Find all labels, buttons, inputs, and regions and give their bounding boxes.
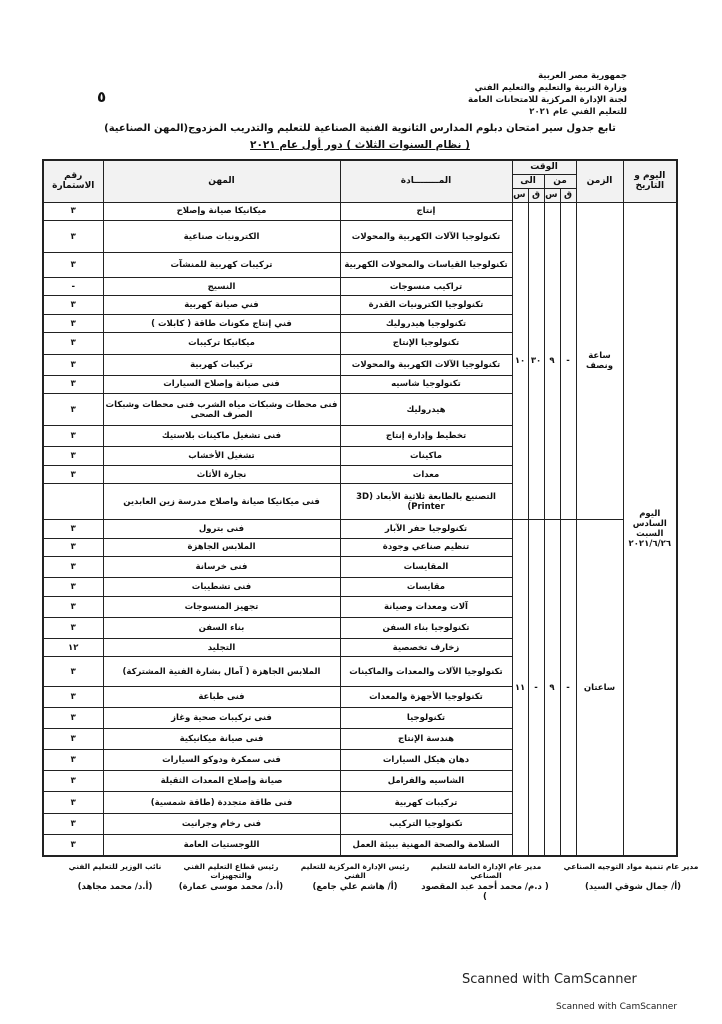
form-number-cell: ٣ xyxy=(43,426,103,447)
header-subject: المــــــــادة xyxy=(340,160,512,202)
to-minutes-cell: - xyxy=(528,520,544,856)
profession-cell: تركيبات كهربية xyxy=(103,354,340,375)
form-number-cell: ٣ xyxy=(43,617,103,638)
page-number: ٥ xyxy=(97,88,107,106)
document-title: تابع جدول سير امتحان دبلوم المدارس الثانوية الفنية الصناعية للتعليم والتدريب المزدوج(المهن الصناعية) xyxy=(104,123,616,134)
subject-cell: تراكيب منسوجات xyxy=(340,277,512,296)
profession-cell: فني إنتاج مكونات طاقة ( كابلات ) xyxy=(103,314,340,333)
form-number-cell: ٣ xyxy=(43,771,103,792)
day-date-cell: اليوم السادس السبت ٢٠٢١/٦/٢٦ xyxy=(623,202,677,856)
profession-cell: ميكانيكا صيانة وإصلاح xyxy=(103,202,340,221)
signature-name: (أ/ هاشم علي جامع) xyxy=(312,882,398,892)
profession-cell: فنى تشغيل ماكينات بلاستيك xyxy=(103,426,340,447)
subject-cell: زخارف تخصصية xyxy=(340,638,512,657)
table-row xyxy=(43,520,677,539)
profession-cell: بناء السفن xyxy=(103,617,340,638)
ministry-line: لجنة الإدارة المركزية للامتحانات العامة xyxy=(467,95,627,105)
table-row xyxy=(43,202,677,221)
signature-name: (أ.د/ محمد موسى عمارة) xyxy=(178,882,284,892)
form-number-cell: ٣ xyxy=(43,354,103,375)
form-number-cell: ٣ xyxy=(43,749,103,770)
subject-cell: هيدروليك xyxy=(340,394,512,426)
profession-cell: الملابس الجاهزة xyxy=(103,538,340,557)
form-number-cell: ٣ xyxy=(43,296,103,315)
header-to-q: ق xyxy=(528,188,544,202)
from-minutes-cell: - xyxy=(560,520,576,856)
exam-schedule-table xyxy=(42,159,678,857)
document-subtitle: ( نظام السنوات الثلاث ) دور أول عام ٢٠٢١ xyxy=(250,139,470,151)
ministry-line: للتعليم الفني عام ٢٠٢١ xyxy=(529,107,627,117)
form-number-cell: ٣ xyxy=(43,686,103,707)
profession-cell: فنى صيانة ميكانيكية xyxy=(103,728,340,749)
profession-cell: فني صيانة كهربية xyxy=(103,296,340,315)
profession-cell: فنى رخام وجرانيت xyxy=(103,814,340,835)
form-number-cell: ٣ xyxy=(43,792,103,814)
signature-name: ( د.م/ محمد أحمد عبد المقصود ) xyxy=(421,882,549,902)
subject-cell: دهان هيكل السيارات xyxy=(340,749,512,770)
form-number-cell: ٣ xyxy=(43,447,103,466)
subject-cell: آلات ومعدات وصيانة xyxy=(340,596,512,617)
form-number-cell: ٣ xyxy=(43,728,103,749)
subject-cell: معدات xyxy=(340,465,512,484)
form-number-cell: ٣ xyxy=(43,814,103,835)
form-number-cell: ٣ xyxy=(43,707,103,728)
form-number-cell: ٣ xyxy=(43,465,103,484)
form-number-cell: ٣ xyxy=(43,596,103,617)
form-number-cell: ٣ xyxy=(43,557,103,578)
from-hours-cell: ٩ xyxy=(544,202,560,520)
profession-cell: صيانة وإصلاح المعدات الثقيلة xyxy=(103,771,340,792)
subject-cell: تكنولوجيا xyxy=(340,707,512,728)
profession-cell: النسيج xyxy=(103,277,340,296)
subject-cell: التصنيع بالطابعة ثلاثية الأبعاد (3D Printer) xyxy=(340,484,512,520)
form-number-cell: ٣ xyxy=(43,314,103,333)
signature-title: مدير عام تنمية مواد التوجيه الصناعي xyxy=(563,862,699,871)
duration-cell: ساعة ونصف xyxy=(576,202,623,520)
subject-cell: تكنولوجيا الأجهزة والمعدات xyxy=(340,686,512,707)
subject-cell: السلامة والصحة المهنية ببيئة العمل xyxy=(340,835,512,856)
form-number-cell: ٣ xyxy=(43,657,103,687)
from-minutes-cell: - xyxy=(560,202,576,520)
subject-cell: تكنولوجيا الآلات والمعدات والماكينات xyxy=(340,657,512,687)
signature-title: نائب الوزير للتعليم الفني xyxy=(68,862,162,871)
subject-cell: تكنولوجيا الآلات الكهربية والمحولات xyxy=(340,221,512,253)
form-number-cell: ٣ xyxy=(43,520,103,539)
subject-cell: تكنولوجيا شاسيه xyxy=(340,375,512,394)
header-day: اليوم و التاريخ xyxy=(623,160,677,202)
to-hours-cell: ١٠ xyxy=(512,202,528,520)
subject-cell: ماكينات xyxy=(340,447,512,466)
profession-cell: تجهيز المنسوجات xyxy=(103,596,340,617)
form-number-cell: ١٢ xyxy=(43,638,103,657)
subject-cell: الشاسيه والفرامل xyxy=(340,771,512,792)
header-from-s: س xyxy=(544,188,560,202)
header-time: الوقت xyxy=(512,160,576,174)
subject-cell: هندسة الإنتاج xyxy=(340,728,512,749)
profession-cell: تركيبات كهربية للمنشآت xyxy=(103,253,340,278)
profession-cell: التجليد xyxy=(103,638,340,657)
to-minutes-cell: ٣٠ xyxy=(528,202,544,520)
ministry-line: جمهورية مصر العربية xyxy=(538,71,627,81)
signature-title: مدير عام الإدارة العامة للتعليم الصناعي xyxy=(430,862,542,880)
header-duration: الزمن xyxy=(576,160,623,202)
form-number-cell: ٣ xyxy=(43,221,103,253)
subject-cell: تخطيط وإدارة إنتاج xyxy=(340,426,512,447)
form-number-cell: - xyxy=(43,277,103,296)
camscanner-watermark: Scanned with CamScanner xyxy=(462,972,637,987)
profession-cell: تشغيل الأخشاب xyxy=(103,447,340,466)
camscanner-watermark-small: Scanned with CamScanner xyxy=(556,1002,678,1012)
form-number-cell xyxy=(43,484,103,520)
subject-cell: تنظيم صناعي وجودة xyxy=(340,538,512,557)
profession-cell: فنى محطات وشبكات مياه الشرب فنى محطات وشبكات الصرف الصحى xyxy=(103,394,340,426)
form-number-cell: ٣ xyxy=(43,375,103,394)
profession-cell: فنى تشطيبات xyxy=(103,578,340,597)
profession-cell: الملابس الجاهزة ( آمال بشارة الفنية المشتركة) xyxy=(103,657,340,687)
profession-cell: فنى ميكانيكا صيانة واصلاح مدرسة زين العابدين xyxy=(103,484,340,520)
form-number-cell: ٣ xyxy=(43,333,103,354)
profession-cell: فنى بترول xyxy=(103,520,340,539)
form-number-cell: ٣ xyxy=(43,835,103,856)
form-number-cell: ٣ xyxy=(43,394,103,426)
subject-cell: تكنولوجيا الآلات الكهربية والمحولات xyxy=(340,354,512,375)
subject-cell: تكنولوجيا الكترونيات القدرة xyxy=(340,296,512,315)
subject-cell: تركيبات كهربية xyxy=(340,792,512,814)
profession-cell: فنى خرسانة xyxy=(103,557,340,578)
profession-cell: فنى طباعة xyxy=(103,686,340,707)
signature-name: (أ/ جمال شوقي السيد) xyxy=(584,882,682,892)
profession-cell: فنى تركيبات صحية وغاز xyxy=(103,707,340,728)
signature-name: (أ.د/ محمد مجاهد) xyxy=(77,882,153,892)
form-number-cell: ٣ xyxy=(43,253,103,278)
header-to-s: س xyxy=(512,188,528,202)
form-number-cell: ٣ xyxy=(43,538,103,557)
profession-cell: ميكانيكا تركيبات xyxy=(103,333,340,354)
signature-title: رئيس الإدارة المركزية للتعليم الفني xyxy=(300,862,410,880)
profession-cell: الكترونيات صناعية xyxy=(103,221,340,253)
signature-title: رئيس قطاع التعليم الفني والتجهيزات xyxy=(183,862,279,880)
duration-cell: ساعتان xyxy=(576,520,623,856)
profession-cell: اللوجستيات العامة xyxy=(103,835,340,856)
subject-cell: تكنولوجيا القياسات والمحولات الكهربية xyxy=(340,253,512,278)
to-hours-cell: ١١ xyxy=(512,520,528,856)
form-number-cell: ٣ xyxy=(43,578,103,597)
form-number-cell: ٣ xyxy=(43,202,103,221)
profession-cell: فنى طاقة متجددة (طاقة شمسية) xyxy=(103,792,340,814)
subject-cell: إنتاج xyxy=(340,202,512,221)
subject-cell: المقايسات xyxy=(340,557,512,578)
ministry-line: وزارة التربية والتعليم والتعليم الفني xyxy=(474,83,627,93)
header-profession: المهن xyxy=(103,160,340,202)
subject-cell: تكنولوجيا حفر الآبار xyxy=(340,520,512,539)
subject-cell: تكنولوجيا التركيب xyxy=(340,814,512,835)
header-from-q: ق xyxy=(560,188,576,202)
header-from: من xyxy=(544,174,576,188)
subject-cell: مقايسات xyxy=(340,578,512,597)
header-form-number: رقم الاستمارة xyxy=(43,160,103,202)
subject-cell: تكنولوجيا الإنتاج xyxy=(340,333,512,354)
ministry-header xyxy=(427,70,627,118)
profession-cell: فنى صيانة وإصلاح السيارات xyxy=(103,375,340,394)
profession-cell: فنى سمكرة ودوكو السيارات xyxy=(103,749,340,770)
from-hours-cell: ٩ xyxy=(544,520,560,856)
profession-cell: نجارة الأثاث xyxy=(103,465,340,484)
subject-cell: تكنولوجيا هيدروليك xyxy=(340,314,512,333)
header-to: الى xyxy=(512,174,544,188)
subject-cell: تكنولوجيا بناء السفن xyxy=(340,617,512,638)
